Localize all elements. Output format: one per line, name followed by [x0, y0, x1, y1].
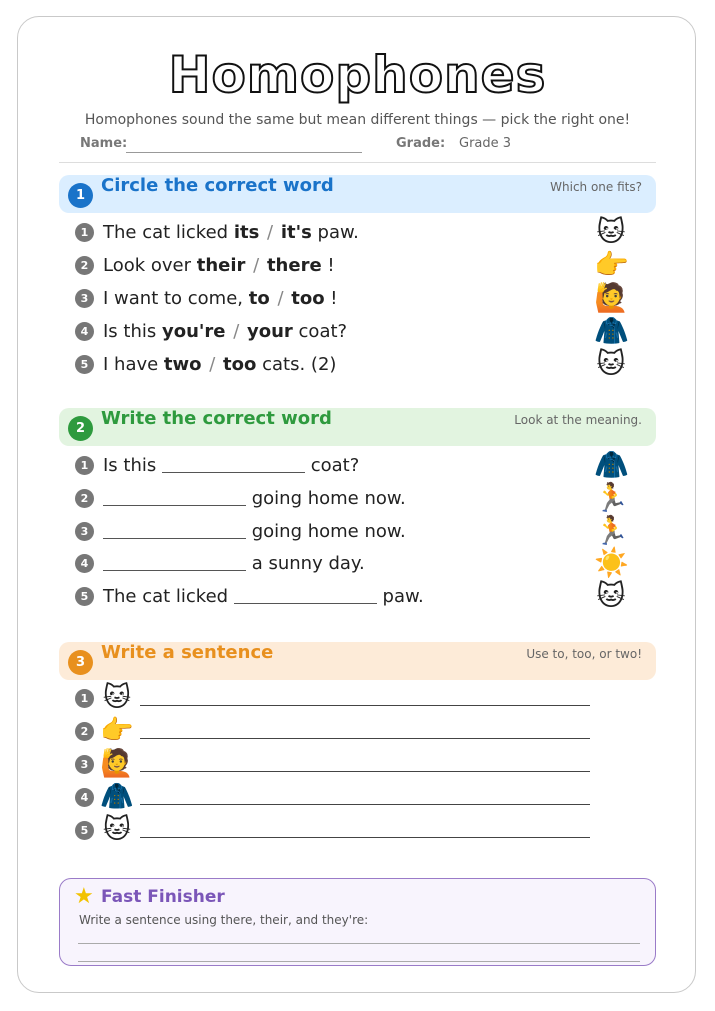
- list-item: [75, 716, 595, 746]
- answer-blank[interactable]: [103, 520, 246, 539]
- sentence-end: !: [321, 255, 335, 276]
- picture-clue-icon: 🧥: [100, 781, 134, 812]
- page-subtitle: Homophones sound the same but mean different things — pick the right one!: [84, 112, 631, 128]
- word-choice-b[interactable]: it's: [280, 222, 312, 243]
- grade-label: Grade:: [396, 136, 446, 151]
- picture-clue-icon: ☀️: [594, 546, 629, 579]
- section-title: Write the correct word: [101, 408, 332, 429]
- sentence-start: Is this: [103, 455, 162, 476]
- picture-clue-icon: 👉: [594, 248, 629, 281]
- list-item: [75, 514, 655, 547]
- answer-blank[interactable]: [103, 487, 246, 506]
- slash-separator: /: [203, 354, 222, 375]
- word-choice-a[interactable]: two: [163, 354, 202, 375]
- word-choice-a[interactable]: their: [196, 255, 246, 276]
- sentence-end: !: [324, 288, 338, 309]
- section-hint: Which one fits?: [550, 180, 642, 194]
- picture-clue-icon: 🐱: [596, 215, 626, 248]
- item-number-badge: 2: [75, 489, 94, 508]
- answer-line[interactable]: [78, 943, 640, 944]
- answer-line[interactable]: [140, 804, 590, 805]
- sentence-end: cats. (2): [256, 354, 337, 375]
- sentence-start: The cat licked: [103, 586, 234, 607]
- section-number-badge: 1: [68, 183, 93, 208]
- word-choice-a[interactable]: to: [248, 288, 270, 309]
- fast-finisher-prompt: Write a sentence using there, their, and they're:: [79, 913, 369, 927]
- item-number-badge: 2: [75, 722, 94, 741]
- name-grade-row: [80, 136, 640, 156]
- answer-line[interactable]: [140, 837, 590, 838]
- sentence-start: I want to come,: [103, 288, 249, 309]
- slash-separator: /: [227, 321, 246, 342]
- item-number-badge: 4: [75, 322, 94, 341]
- sentence: [103, 485, 406, 513]
- item-number-badge: 5: [75, 355, 94, 374]
- section-hint: Use to, too, or two!: [526, 647, 642, 661]
- answer-blank[interactable]: [162, 454, 305, 473]
- section-number-badge: 3: [68, 650, 93, 675]
- item-number-badge: 5: [75, 821, 94, 840]
- picture-clue-icon: 🐱: [102, 682, 132, 713]
- list-item: [75, 782, 595, 812]
- answer-line[interactable]: [140, 705, 590, 706]
- section-1-header: [59, 175, 656, 213]
- picture-clue-icon: 🏃: [594, 514, 629, 547]
- word-choice-b[interactable]: too: [291, 288, 325, 309]
- picture-clue-icon: 🐱: [102, 814, 132, 845]
- picture-clue-icon: 👉: [100, 715, 134, 746]
- fast-finisher-box: [59, 878, 656, 966]
- answer-blank[interactable]: [103, 552, 246, 571]
- sentence: [103, 550, 365, 578]
- list-item: [75, 314, 655, 347]
- sentence-start: The cat licked: [103, 222, 234, 243]
- list-item: [75, 281, 655, 314]
- sentence: [103, 518, 406, 546]
- item-number-badge: 1: [75, 223, 94, 242]
- section-hint: Look at the meaning.: [514, 413, 642, 427]
- sentence: [103, 318, 347, 346]
- item-number-badge: 4: [75, 554, 94, 573]
- item-number-badge: 3: [75, 755, 94, 774]
- sentence: [103, 583, 424, 611]
- word-choice-a[interactable]: its: [233, 222, 260, 243]
- item-number-badge: 1: [75, 689, 94, 708]
- sentence: [103, 452, 359, 480]
- section-title: Write a sentence: [101, 642, 274, 663]
- item-number-badge: 5: [75, 587, 94, 606]
- answer-line[interactable]: [140, 738, 590, 739]
- word-choice-b[interactable]: your: [247, 321, 293, 342]
- slash-separator: /: [261, 222, 279, 243]
- list-item: [75, 683, 595, 713]
- list-item: [75, 749, 595, 779]
- section-2-header: [59, 408, 656, 446]
- sentence-end: paw.: [376, 586, 424, 607]
- name-field[interactable]: [126, 152, 362, 153]
- answer-line[interactable]: [140, 771, 590, 772]
- item-number-badge: 2: [75, 256, 94, 275]
- sentence-end: coat?: [304, 455, 360, 476]
- item-number-badge: 4: [75, 788, 94, 807]
- picture-clue-icon: 🐱: [596, 347, 626, 380]
- list-item: [75, 481, 655, 514]
- list-item: [75, 248, 655, 281]
- picture-clue-icon: 🧥: [594, 448, 629, 481]
- sentence: [103, 351, 336, 379]
- sentence-start: I have: [103, 354, 164, 375]
- list-item: [75, 815, 595, 845]
- word-choice-b[interactable]: too: [223, 354, 257, 375]
- sentence-start: Look over: [103, 255, 197, 276]
- picture-clue-icon: 🙋: [100, 748, 134, 779]
- star-icon: ★: [74, 884, 94, 909]
- item-number-badge: 3: [75, 522, 94, 541]
- section-number-badge: 2: [68, 416, 93, 441]
- section-3-header: [59, 642, 656, 680]
- list-item: [75, 215, 655, 248]
- sentence-end: a sunny day.: [246, 553, 365, 574]
- sentence: [103, 285, 338, 313]
- picture-clue-icon: 🐱: [596, 579, 626, 612]
- word-choice-b[interactable]: there: [266, 255, 322, 276]
- list-item: [75, 448, 655, 481]
- sentence-end: going home now.: [246, 488, 406, 509]
- list-item: [75, 579, 655, 612]
- answer-blank[interactable]: [234, 585, 377, 604]
- grade-value: Grade 3: [459, 136, 512, 151]
- slash-separator: /: [247, 255, 265, 276]
- page-title: Homophones: [168, 46, 547, 104]
- picture-clue-icon: 🧥: [594, 314, 629, 347]
- word-choice-a[interactable]: you're: [161, 321, 226, 342]
- list-item: [75, 546, 655, 579]
- sentence: [103, 252, 335, 280]
- item-number-badge: 1: [75, 456, 94, 475]
- name-label: Name:: [80, 136, 128, 151]
- picture-clue-icon: 🙋: [594, 281, 629, 314]
- sentence-start: Is this: [103, 321, 162, 342]
- sentence-end: paw.: [311, 222, 359, 243]
- header-divider: [59, 162, 656, 163]
- section-title: Circle the correct word: [101, 175, 334, 196]
- sentence-end: going home now.: [246, 521, 406, 542]
- fast-finisher-title: Fast Finisher: [101, 887, 225, 907]
- answer-line[interactable]: [78, 961, 640, 962]
- list-item: [75, 347, 655, 380]
- sentence: [103, 219, 359, 247]
- slash-separator: /: [271, 288, 290, 309]
- sentence-end: coat?: [292, 321, 348, 342]
- picture-clue-icon: 🏃: [594, 481, 629, 514]
- item-number-badge: 3: [75, 289, 94, 308]
